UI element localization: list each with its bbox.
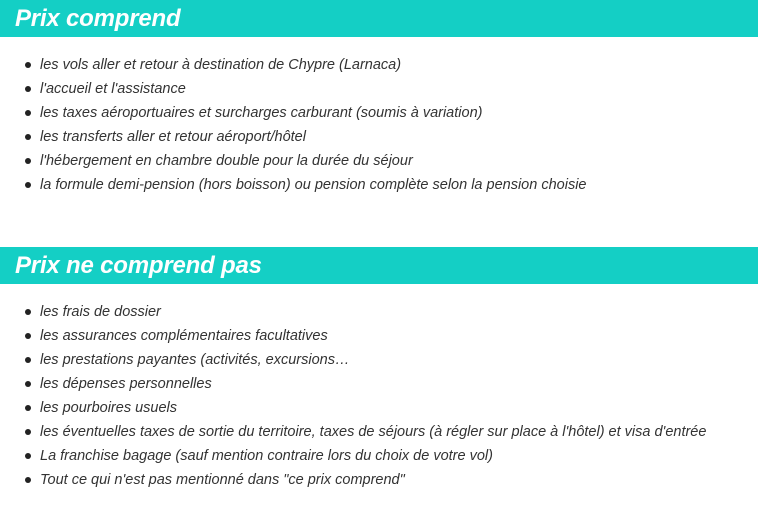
list-item: les frais de dossier [0,300,706,324]
bullet-icon [25,86,31,92]
bullet-icon [25,62,31,68]
bullet-icon [25,405,31,411]
section-header-not-included [0,247,758,284]
list-item: la formule demi-pension (hors boisson) ou pension complète selon la pension choisie [0,173,586,197]
list-item: les éventuelles taxes de sortie du territoire, taxes de séjours (à régler sur place à l'hôtel) et visa d'entrée [0,420,706,444]
bullet-icon [25,110,31,116]
bullet-icon [25,381,31,387]
list-item: les taxes aéroportuaires et surcharges carburant (soumis à variation) [0,101,586,125]
list-item: les transferts aller et retour aéroport/hôtel [0,125,586,149]
bullet-icon [25,477,31,483]
list-item: l'accueil et l'assistance [0,77,586,101]
bullet-icon [25,134,31,140]
included-list [0,53,586,197]
list-item: les vols aller et retour à destination de Chypre (Larnaca) [0,53,586,77]
bullet-icon [25,182,31,188]
bullet-icon [25,429,31,435]
bullet-icon [25,333,31,339]
section-title-not-included: Prix ne comprend pas [15,251,262,279]
bullet-icon [25,453,31,459]
list-item: l'hébergement en chambre double pour la durée du séjour [0,149,586,173]
list-item: les pourboires usuels [0,396,706,420]
bullet-icon [25,309,31,315]
list-item: les prestations payantes (activités, excursions… [0,348,706,372]
bullet-icon [25,158,31,164]
list-item: les assurances complémentaires facultatives [0,324,706,348]
section-header-included [0,0,758,37]
bullet-icon [25,357,31,363]
not-included-list [0,300,706,492]
section-title-included: Prix comprend [15,4,181,32]
list-item: Tout ce qui n'est pas mentionné dans "ce prix comprend" [0,468,706,492]
list-item: La franchise bagage (sauf mention contraire lors du choix de votre vol) [0,444,706,468]
list-item: les dépenses personnelles [0,372,706,396]
